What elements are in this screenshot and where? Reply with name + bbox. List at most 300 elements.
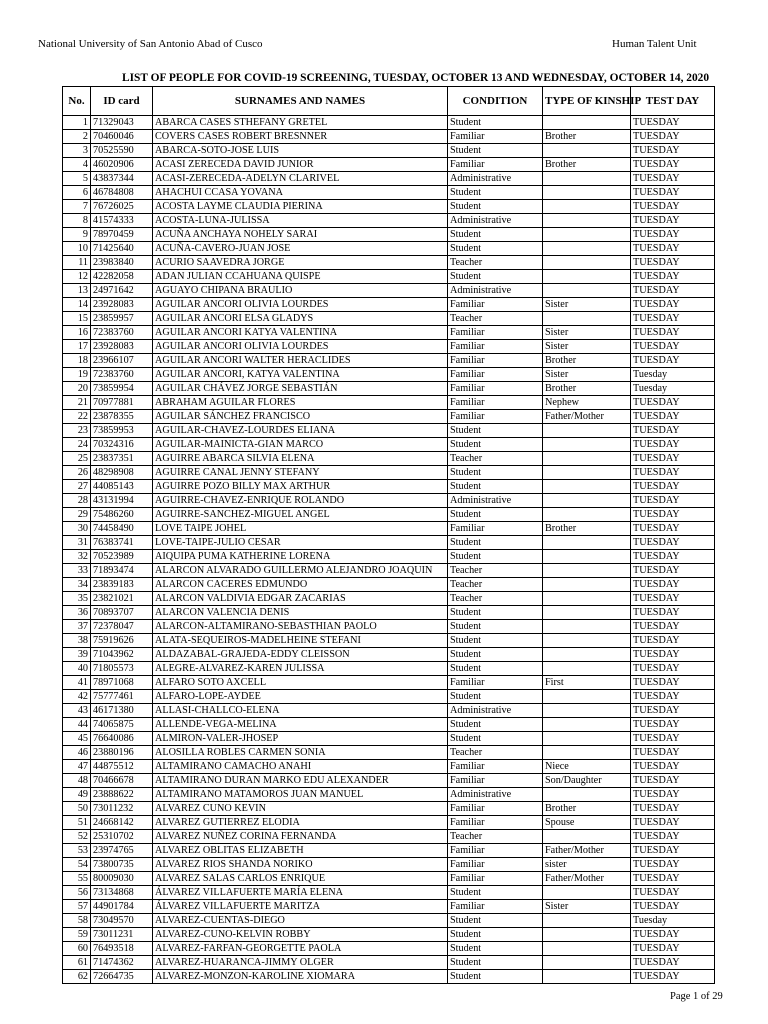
cell-test-day: TUESDAY (631, 900, 715, 914)
cell-kinship: Brother (543, 522, 631, 536)
cell-no: 14 (63, 298, 91, 312)
table-row (63, 550, 715, 564)
cell-id-card: 70893707 (91, 606, 153, 620)
cell-no: 45 (63, 732, 91, 746)
cell-no: 33 (63, 564, 91, 578)
cell-kinship (543, 466, 631, 480)
cell-id-card: 46020906 (91, 158, 153, 172)
cell-no: 23 (63, 424, 91, 438)
column-header-no: No. (63, 87, 91, 116)
cell-kinship (543, 256, 631, 270)
cell-id-card: 73859953 (91, 424, 153, 438)
table-row (63, 354, 715, 368)
cell-name: ALATA-SEQUEIROS-MADELHEINE STEFANI (153, 634, 448, 648)
cell-name: ABRAHAM AGUILAR FLORES (153, 396, 448, 410)
cell-condition: Student (448, 942, 543, 956)
table-row (63, 858, 715, 872)
cell-name: ALVAREZ SALAS CARLOS ENRIQUE (153, 872, 448, 886)
cell-id-card: 74458490 (91, 522, 153, 536)
table-row (63, 256, 715, 270)
table-row (63, 802, 715, 816)
cell-condition: Student (448, 186, 543, 200)
cell-id-card: 23837351 (91, 452, 153, 466)
cell-no: 12 (63, 270, 91, 284)
table-row (63, 200, 715, 214)
table-row (63, 578, 715, 592)
table-header-row (63, 87, 715, 116)
table-row (63, 886, 715, 900)
cell-condition: Teacher (448, 564, 543, 578)
table-row (63, 760, 715, 774)
table-row (63, 914, 715, 928)
cell-no: 52 (63, 830, 91, 844)
cell-condition: Student (448, 606, 543, 620)
cell-name: ALVAREZ NUÑEZ CORINA FERNANDA (153, 830, 448, 844)
cell-test-day: TUESDAY (631, 956, 715, 970)
unit-name: Human Talent Unit (612, 38, 697, 50)
cell-no: 56 (63, 886, 91, 900)
cell-condition: Familiar (448, 368, 543, 382)
cell-name: AGUILAR-MAINICTA-GIAN MARCO (153, 438, 448, 452)
table-row (63, 872, 715, 886)
cell-no: 25 (63, 452, 91, 466)
cell-no: 11 (63, 256, 91, 270)
cell-no: 21 (63, 396, 91, 410)
cell-id-card: 73011231 (91, 928, 153, 942)
cell-kinship (543, 718, 631, 732)
cell-id-card: 72383760 (91, 368, 153, 382)
cell-no: 53 (63, 844, 91, 858)
cell-no: 24 (63, 438, 91, 452)
cell-name: ALVAREZ CUNO KEVIN (153, 802, 448, 816)
cell-name: AGUILAR ANCORI ELSA GLADYS (153, 312, 448, 326)
cell-kinship (543, 606, 631, 620)
cell-no: 26 (63, 466, 91, 480)
cell-condition: Familiar (448, 844, 543, 858)
cell-id-card: 24971642 (91, 284, 153, 298)
cell-no: 43 (63, 704, 91, 718)
cell-kinship (543, 564, 631, 578)
cell-condition: Familiar (448, 760, 543, 774)
cell-kinship: First (543, 676, 631, 690)
cell-name: ACASI-ZERECEDA-ADELYN CLARIVEL (153, 172, 448, 186)
cell-condition: Familiar (448, 858, 543, 872)
cell-id-card: 75777461 (91, 690, 153, 704)
table-row (63, 494, 715, 508)
cell-test-day: TUESDAY (631, 872, 715, 886)
cell-kinship (543, 312, 631, 326)
cell-condition: Teacher (448, 452, 543, 466)
cell-test-day: TUESDAY (631, 942, 715, 956)
cell-condition: Familiar (448, 396, 543, 410)
table-row (63, 144, 715, 158)
cell-condition: Teacher (448, 830, 543, 844)
cell-name: AGUILAR ANCORI, KATYA VALENTINA (153, 368, 448, 382)
cell-condition: Student (448, 144, 543, 158)
cell-test-day: TUESDAY (631, 130, 715, 144)
cell-kinship (543, 508, 631, 522)
cell-name: AGUILAR ANCORI OLIVIA LOURDES (153, 340, 448, 354)
table-row (63, 970, 715, 984)
cell-name: LOVE TAIPE JOHEL (153, 522, 448, 536)
cell-id-card: 41574333 (91, 214, 153, 228)
table-row (63, 690, 715, 704)
cell-no: 9 (63, 228, 91, 242)
cell-kinship (543, 536, 631, 550)
cell-kinship (543, 172, 631, 186)
cell-no: 13 (63, 284, 91, 298)
cell-test-day: TUESDAY (631, 522, 715, 536)
cell-condition: Familiar (448, 326, 543, 340)
cell-name: ÁLVAREZ VILLAFUERTE MARITZA (153, 900, 448, 914)
cell-condition: Student (448, 270, 543, 284)
cell-test-day: TUESDAY (631, 662, 715, 676)
cell-condition: Administrative (448, 704, 543, 718)
cell-no: 3 (63, 144, 91, 158)
cell-no: 18 (63, 354, 91, 368)
cell-test-day: TUESDAY (631, 256, 715, 270)
cell-id-card: 42282058 (91, 270, 153, 284)
table-row (63, 788, 715, 802)
cell-condition: Familiar (448, 774, 543, 788)
cell-id-card: 78971068 (91, 676, 153, 690)
cell-test-day: TUESDAY (631, 116, 715, 130)
cell-test-day: TUESDAY (631, 676, 715, 690)
cell-id-card: 74065875 (91, 718, 153, 732)
cell-id-card: 73859954 (91, 382, 153, 396)
cell-name: ALDAZABAL-GRAJEDA-EDDY CLEISSON (153, 648, 448, 662)
cell-condition: Student (448, 956, 543, 970)
cell-no: 42 (63, 690, 91, 704)
table-row (63, 522, 715, 536)
document-title: LIST OF PEOPLE FOR COVID-19 SCREENING, TUESDAY, OCTOBER 13 AND WEDNESDAY, OCTOBER 14, 2020 (122, 72, 710, 84)
cell-name: ALMIRON-VALER-JHOSEP (153, 732, 448, 746)
cell-test-day: TUESDAY (631, 172, 715, 186)
cell-condition: Teacher (448, 578, 543, 592)
cell-kinship: Brother (543, 354, 631, 368)
cell-id-card: 71805573 (91, 662, 153, 676)
cell-test-day: TUESDAY (631, 648, 715, 662)
cell-kinship (543, 914, 631, 928)
cell-test-day: TUESDAY (631, 858, 715, 872)
cell-kinship: Brother (543, 130, 631, 144)
cell-test-day: TUESDAY (631, 564, 715, 578)
cell-id-card: 23821021 (91, 592, 153, 606)
cell-no: 49 (63, 788, 91, 802)
table-row (63, 816, 715, 830)
cell-kinship: Sister (543, 298, 631, 312)
cell-kinship (543, 956, 631, 970)
table-row (63, 956, 715, 970)
cell-id-card: 76383741 (91, 536, 153, 550)
cell-test-day: TUESDAY (631, 774, 715, 788)
cell-test-day: TUESDAY (631, 228, 715, 242)
cell-no: 55 (63, 872, 91, 886)
table-row (63, 340, 715, 354)
cell-condition: Student (448, 690, 543, 704)
cell-no: 20 (63, 382, 91, 396)
cell-id-card: 70460046 (91, 130, 153, 144)
table-row (63, 620, 715, 634)
column-header-kinship: TYPE OF KINSHIP (543, 87, 631, 116)
cell-kinship: Brother (543, 802, 631, 816)
cell-name: ALLASI-CHALLCO-ELENA (153, 704, 448, 718)
cell-condition: Teacher (448, 592, 543, 606)
cell-kinship: Brother (543, 382, 631, 396)
cell-name: ALVAREZ-CUNO-KELVIN ROBBY (153, 928, 448, 942)
cell-name: AGUILAR ANCORI KATYA VALENTINA (153, 326, 448, 340)
cell-condition: Student (448, 732, 543, 746)
cell-no: 41 (63, 676, 91, 690)
cell-test-day: TUESDAY (631, 270, 715, 284)
cell-id-card: 73800735 (91, 858, 153, 872)
cell-no: 40 (63, 662, 91, 676)
cell-no: 36 (63, 606, 91, 620)
cell-test-day: TUESDAY (631, 354, 715, 368)
cell-test-day: TUESDAY (631, 158, 715, 172)
table-row (63, 718, 715, 732)
table-row (63, 228, 715, 242)
cell-condition: Student (448, 536, 543, 550)
cell-kinship (543, 578, 631, 592)
cell-no: 51 (63, 816, 91, 830)
table-row (63, 130, 715, 144)
cell-kinship: sister (543, 858, 631, 872)
cell-condition: Student (448, 480, 543, 494)
cell-test-day: Tuesday (631, 914, 715, 928)
cell-id-card: 23974765 (91, 844, 153, 858)
table-row (63, 536, 715, 550)
cell-name: ALARCON ALVARADO GUILLERMO ALEJANDRO JOAQUIN (153, 564, 448, 578)
cell-id-card: 73134868 (91, 886, 153, 900)
cell-name: ACOSTA LAYME CLAUDIA PIERINA (153, 200, 448, 214)
table-row (63, 410, 715, 424)
cell-id-card: 71043962 (91, 648, 153, 662)
cell-test-day: Tuesday (631, 368, 715, 382)
cell-no: 34 (63, 578, 91, 592)
cell-name: ALTAMIRANO MATAMOROS JUAN MANUEL (153, 788, 448, 802)
cell-condition: Student (448, 550, 543, 564)
cell-id-card: 48298908 (91, 466, 153, 480)
cell-kinship: Nephew (543, 396, 631, 410)
cell-condition: Student (448, 242, 543, 256)
cell-id-card: 23966107 (91, 354, 153, 368)
cell-test-day: TUESDAY (631, 312, 715, 326)
cell-kinship (543, 592, 631, 606)
table-row (63, 438, 715, 452)
cell-name: ACOSTA-LUNA-JULISSA (153, 214, 448, 228)
cell-name: ALVAREZ-CUENTAS-DIEGO (153, 914, 448, 928)
cell-id-card: 25310702 (91, 830, 153, 844)
cell-test-day: TUESDAY (631, 620, 715, 634)
cell-condition: Familiar (448, 130, 543, 144)
table-row (63, 732, 715, 746)
cell-kinship (543, 690, 631, 704)
cell-id-card: 44085143 (91, 480, 153, 494)
cell-condition: Student (448, 886, 543, 900)
cell-id-card: 72378047 (91, 620, 153, 634)
cell-kinship: Sister (543, 326, 631, 340)
cell-id-card: 23928083 (91, 340, 153, 354)
cell-condition: Administrative (448, 788, 543, 802)
cell-id-card: 23878355 (91, 410, 153, 424)
cell-id-card: 23859957 (91, 312, 153, 326)
cell-kinship (543, 452, 631, 466)
table-row (63, 480, 715, 494)
cell-kinship (543, 648, 631, 662)
cell-kinship (543, 228, 631, 242)
cell-kinship: Father/Mother (543, 844, 631, 858)
cell-kinship (543, 214, 631, 228)
cell-test-day: TUESDAY (631, 970, 715, 984)
cell-kinship (543, 242, 631, 256)
table-row (63, 270, 715, 284)
cell-condition: Student (448, 116, 543, 130)
table-row (63, 774, 715, 788)
cell-kinship: Father/Mother (543, 410, 631, 424)
cell-kinship (543, 662, 631, 676)
cell-name: COVERS CASES ROBERT BRESNNER (153, 130, 448, 144)
cell-kinship: Sister (543, 340, 631, 354)
cell-name: AGUILAR CHÁVEZ JORGE SEBASTIÁN (153, 382, 448, 396)
cell-id-card: 70525590 (91, 144, 153, 158)
cell-test-day: TUESDAY (631, 340, 715, 354)
cell-no: 47 (63, 760, 91, 774)
cell-kinship: Sister (543, 900, 631, 914)
cell-condition: Student (448, 438, 543, 452)
table-row (63, 466, 715, 480)
table-row (63, 242, 715, 256)
cell-condition: Familiar (448, 354, 543, 368)
column-header-name: SURNAMES AND NAMES (153, 87, 448, 116)
cell-condition: Administrative (448, 214, 543, 228)
column-header-test-day: TEST DAY (631, 87, 715, 116)
cell-kinship (543, 186, 631, 200)
cell-no: 22 (63, 410, 91, 424)
cell-id-card: 44875512 (91, 760, 153, 774)
cell-test-day: TUESDAY (631, 144, 715, 158)
table-row (63, 676, 715, 690)
cell-kinship (543, 732, 631, 746)
cell-condition: Familiar (448, 816, 543, 830)
institution-name: National University of San Antonio Abad of Cusco (38, 38, 263, 50)
cell-id-card: 46171380 (91, 704, 153, 718)
cell-condition: Familiar (448, 382, 543, 396)
cell-condition: Familiar (448, 340, 543, 354)
table-row (63, 214, 715, 228)
cell-no: 10 (63, 242, 91, 256)
cell-name: ALARCON VALENCIA DENIS (153, 606, 448, 620)
table-row (63, 662, 715, 676)
cell-condition: Student (448, 634, 543, 648)
cell-name: AHACHUI CCASA YOVANA (153, 186, 448, 200)
cell-name: ALVAREZ-HUARANCA-JIMMY OLGER (153, 956, 448, 970)
cell-name: ALLENDE-VEGA-MELINA (153, 718, 448, 732)
cell-test-day: TUESDAY (631, 452, 715, 466)
cell-test-day: TUESDAY (631, 704, 715, 718)
screening-table (62, 86, 715, 984)
cell-test-day: TUESDAY (631, 746, 715, 760)
cell-kinship (543, 942, 631, 956)
cell-test-day: TUESDAY (631, 508, 715, 522)
table-row (63, 368, 715, 382)
cell-test-day: TUESDAY (631, 606, 715, 620)
cell-kinship (543, 788, 631, 802)
cell-id-card: 71893474 (91, 564, 153, 578)
cell-no: 16 (63, 326, 91, 340)
table-row (63, 928, 715, 942)
cell-kinship (543, 550, 631, 564)
cell-name: ALVAREZ GUTIERREZ ELODIA (153, 816, 448, 830)
cell-id-card: 71474362 (91, 956, 153, 970)
cell-name: AGUILAR-CHAVEZ-LOURDES ELIANA (153, 424, 448, 438)
cell-name: AGUIRRE-SANCHEZ-MIGUEL ANGEL (153, 508, 448, 522)
cell-no: 60 (63, 942, 91, 956)
cell-no: 5 (63, 172, 91, 186)
cell-kinship (543, 970, 631, 984)
cell-test-day: TUESDAY (631, 284, 715, 298)
cell-name: ALVAREZ OBLITAS ELIZABETH (153, 844, 448, 858)
cell-name: ALEGRE-ALVAREZ-KAREN JULISSA (153, 662, 448, 676)
cell-test-day: Tuesday (631, 382, 715, 396)
table-row (63, 704, 715, 718)
cell-no: 28 (63, 494, 91, 508)
cell-no: 38 (63, 634, 91, 648)
cell-test-day: TUESDAY (631, 410, 715, 424)
cell-kinship (543, 200, 631, 214)
cell-condition: Administrative (448, 284, 543, 298)
cell-name: ACURIO SAAVEDRA JORGE (153, 256, 448, 270)
cell-id-card: 70466678 (91, 774, 153, 788)
table-row (63, 592, 715, 606)
cell-kinship (543, 270, 631, 284)
cell-test-day: TUESDAY (631, 634, 715, 648)
cell-name: ALFARO SOTO AXCELL (153, 676, 448, 690)
cell-condition: Familiar (448, 676, 543, 690)
cell-test-day: TUESDAY (631, 214, 715, 228)
cell-condition: Administrative (448, 172, 543, 186)
cell-no: 57 (63, 900, 91, 914)
cell-id-card: 71425640 (91, 242, 153, 256)
cell-id-card: 73049570 (91, 914, 153, 928)
cell-id-card: 80009030 (91, 872, 153, 886)
cell-condition: Familiar (448, 900, 543, 914)
table-row (63, 298, 715, 312)
cell-id-card: 75486260 (91, 508, 153, 522)
cell-no: 59 (63, 928, 91, 942)
cell-kinship: Spouse (543, 816, 631, 830)
cell-no: 8 (63, 214, 91, 228)
cell-condition: Familiar (448, 802, 543, 816)
cell-test-day: TUESDAY (631, 494, 715, 508)
cell-name: ACUÑA ANCHAYA NOHELY SARAI (153, 228, 448, 242)
cell-test-day: TUESDAY (631, 480, 715, 494)
cell-name: ACASI ZERECEDA DAVID JUNIOR (153, 158, 448, 172)
cell-condition: Familiar (448, 872, 543, 886)
cell-kinship: Brother (543, 158, 631, 172)
cell-kinship: Father/Mother (543, 872, 631, 886)
cell-test-day: TUESDAY (631, 844, 715, 858)
cell-name: AIQUIPA PUMA KATHERINE LORENA (153, 550, 448, 564)
cell-id-card: 76640086 (91, 732, 153, 746)
cell-no: 44 (63, 718, 91, 732)
cell-id-card: 73011232 (91, 802, 153, 816)
cell-id-card: 23928083 (91, 298, 153, 312)
cell-test-day: TUESDAY (631, 802, 715, 816)
table-row (63, 326, 715, 340)
table-row (63, 508, 715, 522)
cell-kinship (543, 438, 631, 452)
